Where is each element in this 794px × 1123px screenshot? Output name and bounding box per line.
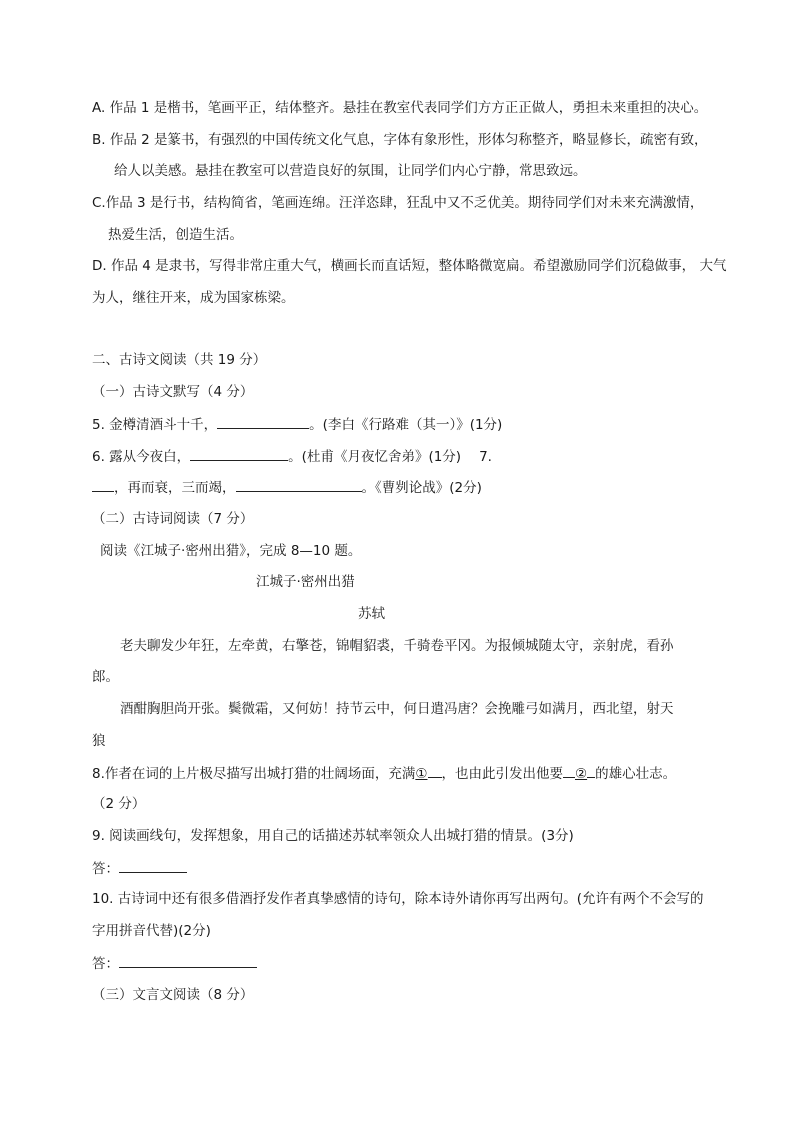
q8-blank1: ① [415, 766, 428, 782]
q7-blank1 [92, 477, 114, 492]
q6-text: 6. 露从今夜白， [92, 449, 191, 465]
q5-blank [217, 414, 309, 429]
q8-blank1-tail [428, 763, 442, 778]
option-d-line1: D. 作品 4 是隶书，写得非常庄重大气，横画长而直话短，整体略微宽扁。希望激励同学们沉稳做事， 大气 [92, 258, 727, 274]
q7-text: ，再而衰，三而竭， [114, 480, 236, 496]
option-c-line2: 热爱生活，创造生活。 [108, 227, 243, 243]
question-9: 9. 阅读画线句，发挥想象，用自己的话描述苏轼率领众人出城打猎的情景。(3分) [92, 828, 574, 844]
q6-source: 。(杜甫《月夜忆舍弟》(1分) [288, 449, 462, 465]
q8-score: （2 分） [92, 796, 146, 812]
question-5 [92, 414, 502, 435]
q9-answer-blank [119, 858, 187, 873]
q7-source: 。《曹刿论战》(2分) [361, 480, 482, 496]
option-d-line2: 为人，继往开来，成为国家栋梁。 [92, 290, 295, 306]
q10-answer [92, 953, 257, 974]
q8-text2: ，也由此引发出他要 [441, 766, 563, 782]
poem-stanza2-line1: 酒酣胸胆尚开张。鬓微霜，又何妨！持节云中，何日遣冯唐？会挽雕弓如满月，西北望，射天 [120, 701, 674, 717]
question-10-line1: 10. 古诗词中还有很多借酒抒发作者真挚感情的诗句，除本诗外请你再写出两句。(允许有两个不会写的 [92, 891, 704, 907]
q8-blank2-lead [563, 763, 575, 778]
q8-blank2: ② [575, 766, 588, 782]
q7-number: 7. [479, 449, 492, 465]
subsection-poetry: （二）古诗词阅读（7 分） [92, 511, 254, 527]
option-c-line1: C.作品 3 是行书，结构简省，笔画连绵。汪洋恣肆，狂乱中又不乏优美。期待同学们对未来充满激情， [92, 195, 704, 211]
section-title: 二、古诗文阅读（共 19 分） [92, 352, 267, 368]
poem-stanza1-line1: 老夫聊发少年狂，左牵黄，右擎苍，锦帽貂裘，千骑卷平冈。为报倾城随太守，亲射虎，看孙 [120, 638, 674, 654]
reading-instruction: 阅读《江城子·密州出猎》，完成 8—10 题。 [100, 543, 362, 559]
q9-answer-label: 答： [92, 861, 119, 877]
q7-blank2 [236, 477, 362, 492]
option-b-line1: B. 作品 2 是篆书，有强烈的中国传统文化气息，字体有象形性，形体匀称整齐，略显修长，疏密有致， [92, 132, 708, 148]
question-10-line2: 字用拼音代替)(2分) [92, 923, 211, 939]
poem-title: 江城子·密州出猎 [256, 574, 355, 590]
q5-text: 5. 金樽清酒斗十千， [92, 417, 218, 433]
option-a: A. 作品 1 是楷书，笔画平正，结体整齐。悬挂在教室代表同学们方方正正做人，勇担未来重担的决心。 [92, 100, 708, 116]
q9-answer [92, 858, 187, 879]
poem-stanza2-line2: 狼 [92, 733, 106, 749]
q8-blank2-tail [587, 763, 595, 778]
poem-stanza1-line2: 郎。 [92, 669, 119, 685]
q5-source: 。(李白《行路难（其一）》(1分) [309, 417, 503, 433]
option-b-line2: 给人以美感。悬挂在教室可以营造良好的氛围，让同学们内心宁静，常思致远。 [114, 163, 587, 179]
poem-author: 苏轼 [358, 606, 385, 622]
subsection-dictation: （一）古诗文默写（4 分） [92, 384, 254, 400]
subsection-classical-prose: （三）文言文阅读（8 分） [92, 987, 254, 1003]
question-8 [92, 763, 676, 784]
q6-blank [190, 446, 288, 461]
q10-answer-blank [119, 953, 257, 968]
q8-text3: 的雄心壮志。 [595, 766, 677, 782]
q8-text1: 8.作者在词的上片极尽描写出城打猎的壮阔场面，充满 [92, 766, 416, 782]
q10-answer-label: 答： [92, 956, 119, 972]
question-7 [92, 477, 482, 498]
question-6 [92, 446, 492, 467]
